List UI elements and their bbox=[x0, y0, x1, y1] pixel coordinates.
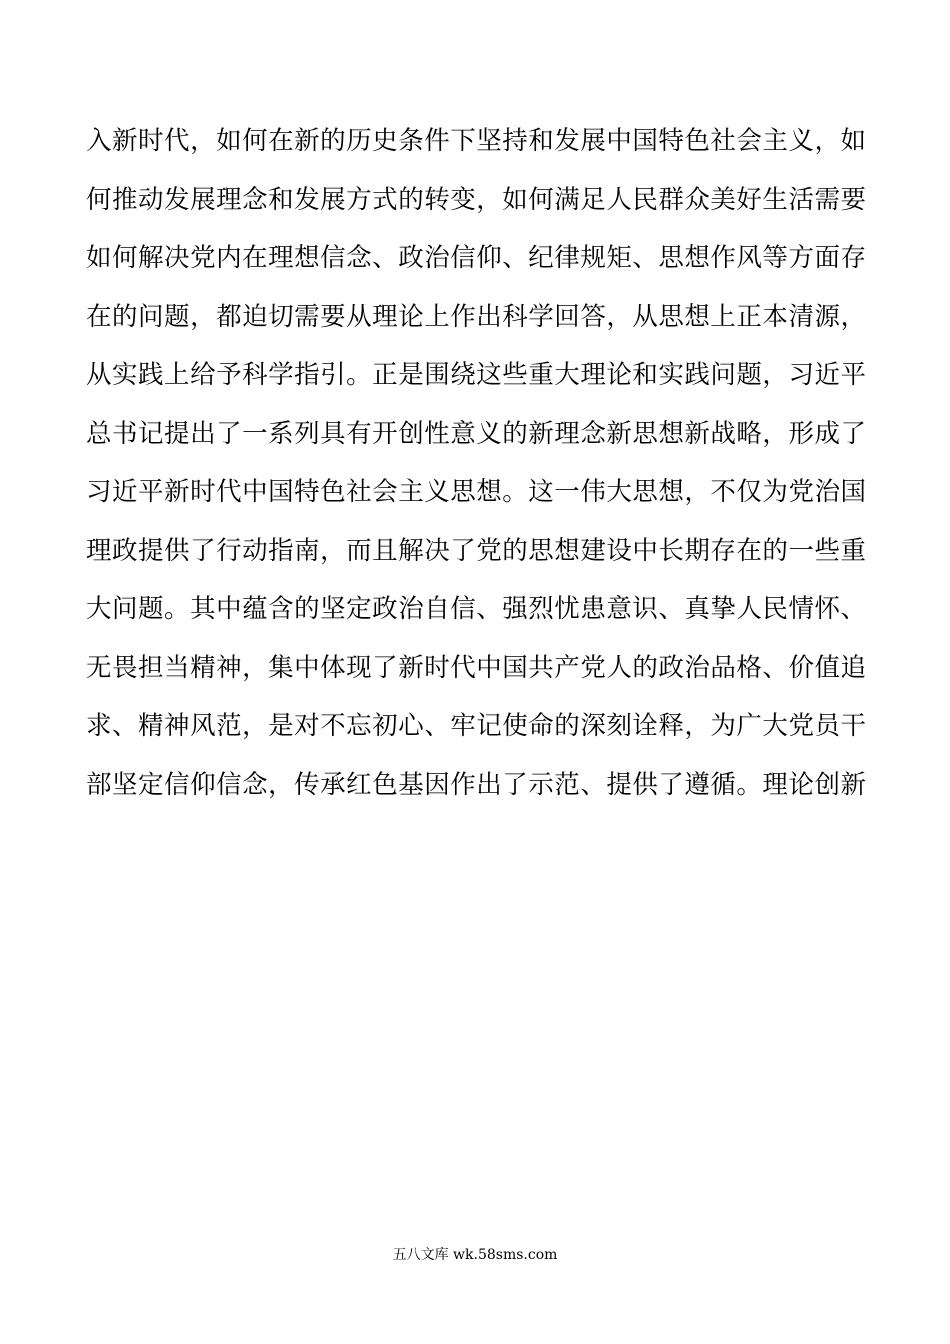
text-line: 习近平新时代中国特色社会主义思想。这一伟大思想，不仅为党治国 bbox=[86, 477, 866, 507]
text-line: 在的问题，都迫切需要从理论上作出科学回答，从思想上正本清源， bbox=[86, 301, 866, 332]
text-line: 无畏担当精神，集中体现了新时代中国共产党人的政治品格、价值追 bbox=[86, 652, 866, 683]
text-line: 理政提供了行动指南，而且解决了党的思想建设中长期存在的一些重 bbox=[86, 535, 866, 566]
text-line: 部坚定信仰信念，传承红色基因作出了示范、提供了遵循。理论创新 bbox=[86, 769, 866, 800]
body-paragraph bbox=[86, 112, 866, 814]
text-line: 入新时代，如何在新的历史条件下坚持和发展中国特色社会主义，如 bbox=[86, 126, 866, 156]
text-line: 如何解决党内在理想信念、政治信仰、纪律规矩、思想作风等方面存 bbox=[86, 243, 866, 273]
text-line: 从实践上给予科学指引。正是围绕这些重大理论和实践问题，习近平 bbox=[86, 360, 866, 390]
text-line: 大问题。其中蕴含的坚定政治自信、强烈忧患意识、真挚人民情怀、 bbox=[86, 594, 866, 624]
text-line: 何推动发展理念和发展方式的转变，如何满足人民群众美好生活需要 bbox=[86, 184, 866, 215]
text-line: 求、精神风范，是对不忘初心、牢记使命的深刻诠释，为广大党员干 bbox=[86, 711, 866, 741]
text-line: 总书记提出了一系列具有开创性意义的新理念新思想新战略，形成了 bbox=[86, 418, 866, 449]
page-footer-watermark: 五八文库 wk.58sms.com bbox=[392, 1247, 558, 1263]
